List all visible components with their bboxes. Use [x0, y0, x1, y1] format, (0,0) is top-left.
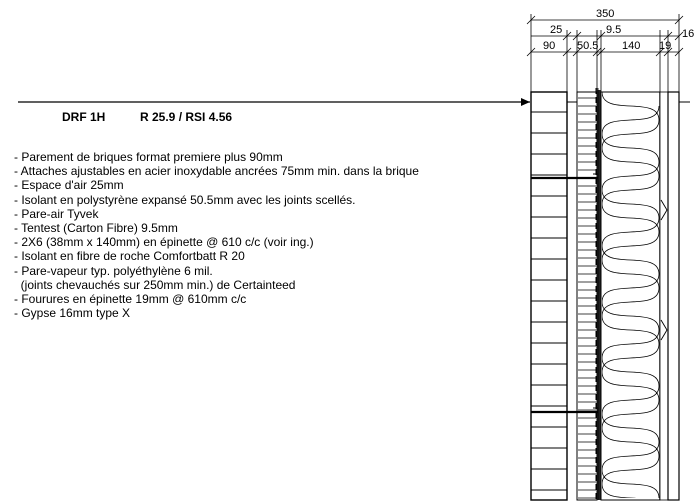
- dim-total: 350: [596, 8, 615, 20]
- eps-insulation: [577, 92, 597, 500]
- furring-strip: [660, 92, 668, 500]
- batt-insulation: [601, 92, 660, 503]
- dim-tentest: 9.5: [606, 24, 622, 36]
- assembly-rating: R 25.9 / RSI 4.56: [140, 110, 233, 124]
- layer-item: - Parement de briques format premiere plus 90mm: [14, 150, 283, 164]
- assembly-title: DRF 1H: [62, 110, 106, 124]
- layer-item: - Fourures en épinette 19mm @ 610mm c/c: [14, 292, 247, 307]
- brick-veneer: [531, 92, 567, 500]
- layer-item: - Isolant en polystyrène expansé 50.5mm avec les joints scellés.: [14, 192, 356, 207]
- layer-item: - Tentest (Carton Fibre) 9.5mm: [14, 221, 178, 236]
- dim-furring: 19: [659, 40, 672, 52]
- layer-item: - Espace d'air 25mm: [14, 178, 124, 193]
- layer-item: - Gypse 16mm type X: [14, 306, 131, 321]
- layer-item: (joints chevauchés sur 250mm min.) de Certainteed: [14, 277, 296, 292]
- dim-eps: 50.5: [577, 40, 599, 52]
- layer-item: - Isolant en fibre de roche Comfortbatt R 20: [14, 249, 245, 264]
- layer-item: - Pare-air Tyvek: [14, 206, 99, 221]
- dim-stud: 140: [622, 40, 641, 52]
- dim-batt-side: 16: [682, 28, 695, 40]
- dim-air: 25: [550, 24, 563, 36]
- layer-item: - Pare-vapeur typ. polyéthylène 6 mil.: [14, 263, 213, 278]
- gypsum-board: [668, 92, 679, 500]
- leader-arrowhead: [521, 98, 530, 106]
- layer-item: - 2X6 (38mm x 140mm) en épinette @ 610 c/c (voir ing.): [14, 235, 314, 250]
- layer-item: - Attaches ajustables en acier inoxydable ancrées 75mm min. dans la brique: [14, 164, 419, 179]
- dim-brick: 90: [543, 40, 556, 52]
